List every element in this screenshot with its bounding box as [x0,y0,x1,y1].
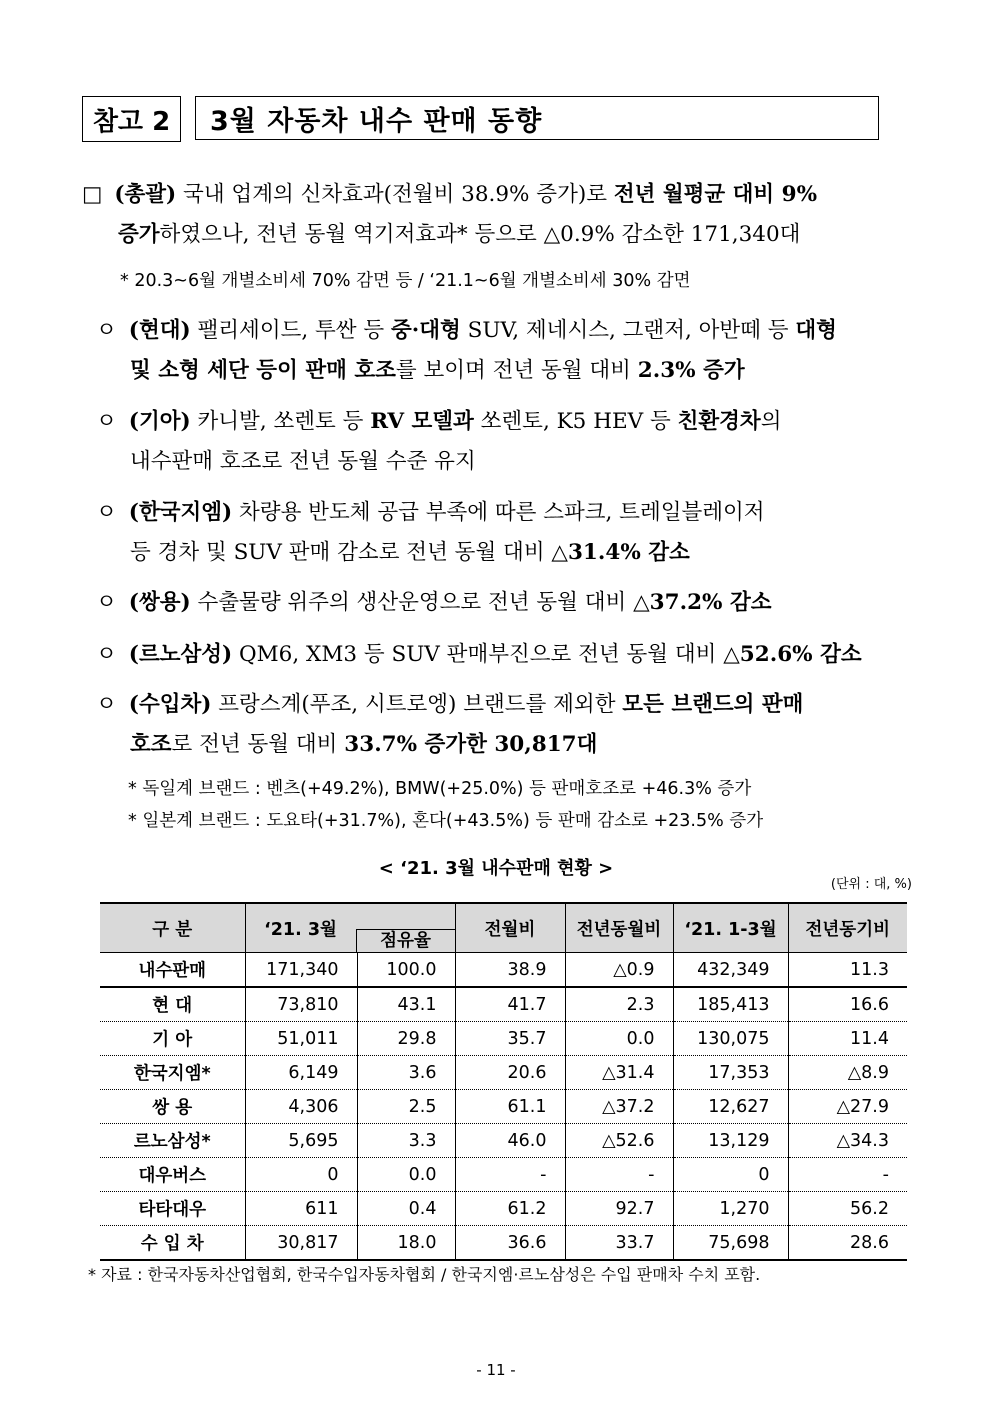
table-cell: 2.3 [565,987,673,1022]
table-cell: 0 [673,1158,788,1192]
table-row [100,1124,907,1158]
table-caption: < ‘21. 3월 내수판매 현황 > [378,858,614,879]
text-segment: 국내 업계의 신차효과(전월비 38.9% 증가)로 [176,182,614,207]
table-cell: 18.0 [357,1226,455,1261]
table-cell: 61.2 [455,1192,565,1226]
table-cell: △27.9 [788,1090,907,1124]
table-cell: △8.9 [788,1056,907,1090]
text-segment: 2.3% 증가 [637,358,745,383]
table-row [100,1056,907,1090]
text-segment: 대형 [795,318,837,343]
table-cell: 1,270 [673,1192,788,1226]
paragraph-line [96,637,862,668]
table-header-row [100,903,907,953]
sales-table [100,902,907,1261]
text-segment: (총괄) [114,182,177,207]
table-cell: 3.3 [357,1124,455,1158]
table-cell: 29.8 [357,1022,455,1056]
table-cell: △52.6 [565,1124,673,1158]
text-segment: 수출물량 위주의 생산운영으로 전년 동월 대비 [190,590,634,615]
text-segment: 팰리세이드, 투싼 등 [190,318,391,343]
row-label: 기 아 [100,1022,245,1056]
table-row [100,1158,907,1192]
table-cell: 92.7 [565,1192,673,1226]
text-segment: 전년 월평균 대비 9% [613,182,818,207]
table-cell: 432,349 [673,953,788,988]
footnote: * 20.3~6월 개별소비세 70% 감면 등 / ‘21.1~6월 개별소비세 30% 감면 [120,271,691,291]
text-segment: 카니발, 쏘렌토 등 [190,409,371,434]
text-segment: QM6, XM3 등 SUV 판매부진으로 전년 동월 대비 [232,642,724,667]
text-segment: 를 보이며 전년 동월 대비 [395,358,638,383]
text-segment: 등 경차 및 SUV 판매 감소로 전년 동월 대비 [130,540,552,565]
table-cell: 11.3 [788,953,907,988]
table-cell: 73,810 [245,987,357,1022]
table-unit: (단위 : 대, %) [830,877,912,892]
table-cell: 41.7 [455,987,565,1022]
text-segment: 프랑스계(푸조, 시트로엥) 브랜드를 제외한 [211,692,623,717]
table-cell: 46.0 [455,1124,565,1158]
text-segment: (한국지엠) [128,500,233,525]
circle-bullet-icon: ㅇ [96,409,117,434]
table-row [100,1022,907,1056]
header-category: 구 분 [100,903,245,953]
table-row [100,1226,907,1261]
text-segment: (현대) [128,318,191,343]
table-row [100,987,907,1022]
text-segment: (수입차) [128,692,212,717]
text-segment: △52.6% 감소 [723,642,862,667]
table-cell: 36.6 [455,1226,565,1261]
paragraph-line [96,495,765,526]
row-label: 수 입 차 [100,1226,245,1261]
paragraph-line [82,177,817,208]
header-yoy: 전년동월비 [565,903,673,953]
header-mom: 전월비 [455,903,565,953]
table-row [100,1090,907,1124]
table-cell: - [788,1158,907,1192]
table-cell: △37.2 [565,1090,673,1124]
table-cell: 171,340 [245,953,357,988]
paragraph-line [118,217,800,248]
row-label: 내수판매 [100,953,245,988]
paragraph-line [96,404,781,435]
table-cell: 17,353 [673,1056,788,1090]
table-cell: 38.9 [455,953,565,988]
table-row [100,953,907,988]
table-cell: 0 [245,1158,357,1192]
row-label: 한국지엠* [100,1056,245,1090]
table-cell: 28.6 [788,1226,907,1261]
text-segment: △31.4% 감소 [551,540,690,565]
table-cell: 13,129 [673,1124,788,1158]
text-segment: 내수판매 호조로 전년 동월 수준 유지 [130,449,476,474]
paragraph-line [96,313,837,344]
text-segment: 호조 [130,732,172,757]
footnote: * 독일계 브랜드 : 벤츠(+49.2%), BMW(+25.0%) 등 판매호조로 +46.3% 증가 [128,779,752,799]
header-march: ‘21. 3월 [264,920,337,940]
table-row [100,1192,907,1226]
table-cell: 0.0 [357,1158,455,1192]
text-segment: 모든 브랜드의 판매 [622,692,804,717]
table-cell: △34.3 [788,1124,907,1158]
paragraph-line [130,535,690,566]
page-number: - 11 - [476,1361,516,1379]
text-segment: 증가 [118,222,160,247]
text-segment: SUV, 제네시스, 그랜저, 아반떼 등 [460,318,796,343]
table-cell: 3.6 [357,1056,455,1090]
row-label: 르노삼성* [100,1124,245,1158]
table-cell: 5,695 [245,1124,357,1158]
table-cell: 2.5 [357,1090,455,1124]
table-cell: 43.1 [357,987,455,1022]
circle-bullet-icon: ㅇ [96,692,117,717]
page-title: 3월 자동차 내수 판매 동향 [195,96,879,140]
header-ytd-yoy: 전년동기비 [788,903,907,953]
table-cell: 61.1 [455,1090,565,1124]
text-segment: 친환경차 [677,409,761,434]
table-cell: 611 [245,1192,357,1226]
text-segment: 로 전년 동월 대비 [171,732,345,757]
square-bullet-icon: □ [82,182,103,207]
table-cell: △0.9 [565,953,673,988]
text-segment: 쏘렌토, K5 HEV 등 [473,409,678,434]
table-cell: 4,306 [245,1090,357,1124]
row-label: 타타대우 [100,1192,245,1226]
text-segment: △37.2% 감소 [633,590,772,615]
paragraph-line [130,353,745,384]
table-cell: 11.4 [788,1022,907,1056]
circle-bullet-icon: ㅇ [96,318,117,343]
circle-bullet-icon: ㅇ [96,500,117,525]
row-label: 쌍 용 [100,1090,245,1124]
paragraph-line [130,444,476,475]
table-cell: 100.0 [357,953,455,988]
table-cell: 16.6 [788,987,907,1022]
reference-tag: 참고 2 [82,96,181,142]
text-segment: 33.7% 증가한 30,817대 [344,732,598,757]
text-segment: 하였으나, 전년 동월 역기저효과* 등으로 △0.9% 감소한 171,340대 [159,222,801,247]
paragraph-line [96,687,803,718]
text-segment: 중·대형 [391,318,461,343]
circle-bullet-icon: ㅇ [96,590,117,615]
header-share: 점유율 [356,929,455,952]
table-cell: △31.4 [565,1056,673,1090]
table-source: * 자료 : 한국자동차산업협회, 한국수입자동차협회 / 한국지엠·르노삼성은 수입 판매차 수치 포함. [88,1265,761,1284]
text-segment: 및 소형 세단 등이 판매 호조 [130,358,396,383]
text-segment: 의 [760,409,782,434]
footnote: * 일본계 브랜드 : 도요타(+31.7%), 혼다(+43.5%) 등 판매 감소로 +23.5% 증가 [128,811,764,831]
table-cell: - [455,1158,565,1192]
table-cell: 0.0 [565,1022,673,1056]
table-cell: 12,627 [673,1090,788,1124]
paragraph-line [96,585,771,616]
row-label: 대우버스 [100,1158,245,1192]
table-cell: 75,698 [673,1226,788,1261]
table-cell: 51,011 [245,1022,357,1056]
table-cell: 56.2 [788,1192,907,1226]
table-cell: 6,149 [245,1056,357,1090]
table-cell: 0.4 [357,1192,455,1226]
header-ytd: ‘21. 1-3월 [673,903,788,953]
table-cell: - [565,1158,673,1192]
table-cell: 20.6 [455,1056,565,1090]
table-cell: 130,075 [673,1022,788,1056]
circle-bullet-icon: ㅇ [96,642,117,667]
text-segment: RV 모델과 [370,409,474,434]
table-cell: 33.7 [565,1226,673,1261]
table-cell: 35.7 [455,1022,565,1056]
text-segment: (기아) [128,409,191,434]
table-cell: 185,413 [673,987,788,1022]
text-segment: 차량용 반도체 공급 부족에 따른 스파크, 트레일블레이저 [232,500,765,525]
table-cell: 30,817 [245,1226,357,1261]
text-segment: (쌍용) [128,590,191,615]
text-segment: (르노삼성) [128,642,233,667]
row-label: 현 대 [100,987,245,1022]
paragraph-line [130,727,597,758]
